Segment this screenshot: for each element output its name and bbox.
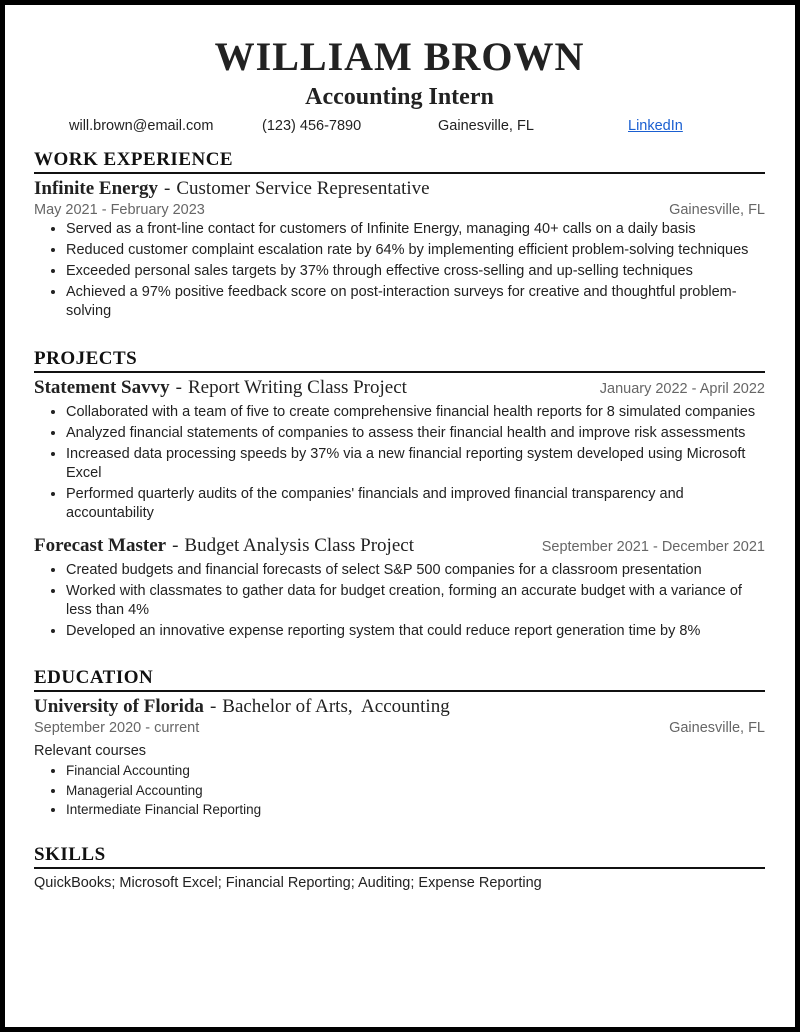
education-header — [34, 696, 765, 718]
work-entry-header — [34, 178, 765, 200]
work-meta — [34, 200, 765, 220]
project-header-2 — [34, 535, 765, 557]
education-school: University of Florida — [34, 696, 204, 717]
section-title-skills: SKILLS — [34, 844, 765, 869]
education-location: Gainesville, FL — [669, 720, 765, 736]
project-separator-2: - — [172, 535, 179, 556]
section-title-education: EDUCATION — [34, 667, 765, 692]
section-title-work: WORK EXPERIENCE — [34, 149, 765, 174]
work-location: Gainesville, FL — [669, 202, 765, 218]
work-company: Infinite Energy — [34, 178, 159, 199]
candidate-name: WILLIAM BROWN — [214, 34, 585, 79]
education-degree: Bachelor of Arts, Accounting — [222, 696, 450, 717]
project-header-1 — [34, 377, 765, 399]
list-item: • Developed an innovative expense reporting system that could reduce report generation time by 8% — [66, 622, 765, 641]
project-name-2: Forecast Master — [34, 535, 167, 556]
candidate-title: Accounting Intern — [305, 84, 494, 110]
list-item: • Analyzed financial statements of companies to assess their financial health and improve risk assessments — [66, 424, 765, 443]
list-item: • Financial Accounting — [66, 761, 765, 781]
project-dates-2: September 2021 - December 2021 — [541, 539, 765, 555]
list-item: • Exceeded personal sales targets by 37% through effective cross-selling and up-selling techniques — [66, 262, 765, 281]
section-title-projects: PROJECTS — [34, 348, 765, 373]
list-item: • Worked with classmates to gather data for budget creation, forming an accurate budget with a variance of less than 4% — [66, 582, 765, 620]
work-section — [34, 149, 765, 321]
contact-bar — [34, 118, 765, 140]
work-dates: May 2021 - February 2023 — [34, 202, 205, 218]
projects-section — [34, 348, 765, 641]
work-role: Customer Service Representative — [176, 178, 430, 199]
project-dates-1: January 2022 - April 2022 — [599, 381, 765, 397]
linkedin-link[interactable]: LinkedIn — [628, 118, 683, 134]
work-separator: - — [164, 178, 171, 199]
education-meta — [34, 718, 765, 738]
list-item: • Performed quarterly audits of the companies' financials and improved financial transparency and accountability — [66, 485, 765, 523]
list-item: • Served as a front-line contact for customers of Infinite Energy, managing 40+ calls on a daily basis — [66, 220, 765, 239]
contact-phone: (123) 456-7890 — [262, 118, 362, 134]
skills-section — [34, 844, 765, 893]
project-name-1: Statement Savvy — [34, 377, 170, 398]
list-item: • Intermediate Financial Reporting — [66, 800, 765, 820]
work-bullets — [34, 220, 765, 321]
education-dates: September 2020 - current — [34, 720, 200, 736]
project-type-1: Report Writing Class Project — [187, 377, 407, 398]
skills-text: QuickBooks; Microsoft Excel; Financial Reporting; Auditing; Expense Reporting — [34, 874, 542, 891]
project-separator-1: - — [175, 377, 182, 398]
courses-label: Relevant courses — [34, 743, 147, 759]
list-item: • Reduced customer complaint escalation rate by 64% by implementing efficient problem-solving techniques — [66, 241, 765, 260]
education-section — [34, 667, 765, 820]
project-bullets-1 — [34, 403, 765, 523]
project-bullets-2 — [34, 561, 765, 641]
list-item: • Managerial Accounting — [66, 781, 765, 801]
list-item: • Created budgets and financial forecasts of select S&P 500 companies for a classroom presentation — [66, 561, 765, 580]
contact-email[interactable]: will.brown@email.com — [69, 118, 214, 134]
courses-list — [34, 761, 765, 820]
list-item: • Achieved a 97% positive feedback score on post-interaction surveys for creative and thoughtful problem-solving — [66, 283, 765, 321]
project-type-2: Budget Analysis Class Project — [184, 535, 414, 556]
list-item: • Increased data processing speeds by 37% via a new financial reporting system developed using Microsoft Excel — [66, 445, 765, 483]
contact-location: Gainesville, FL — [438, 118, 534, 134]
education-separator: - — [209, 696, 217, 717]
list-item: • Collaborated with a team of five to create comprehensive financial health reports for 8 simulated companies — [66, 403, 765, 422]
